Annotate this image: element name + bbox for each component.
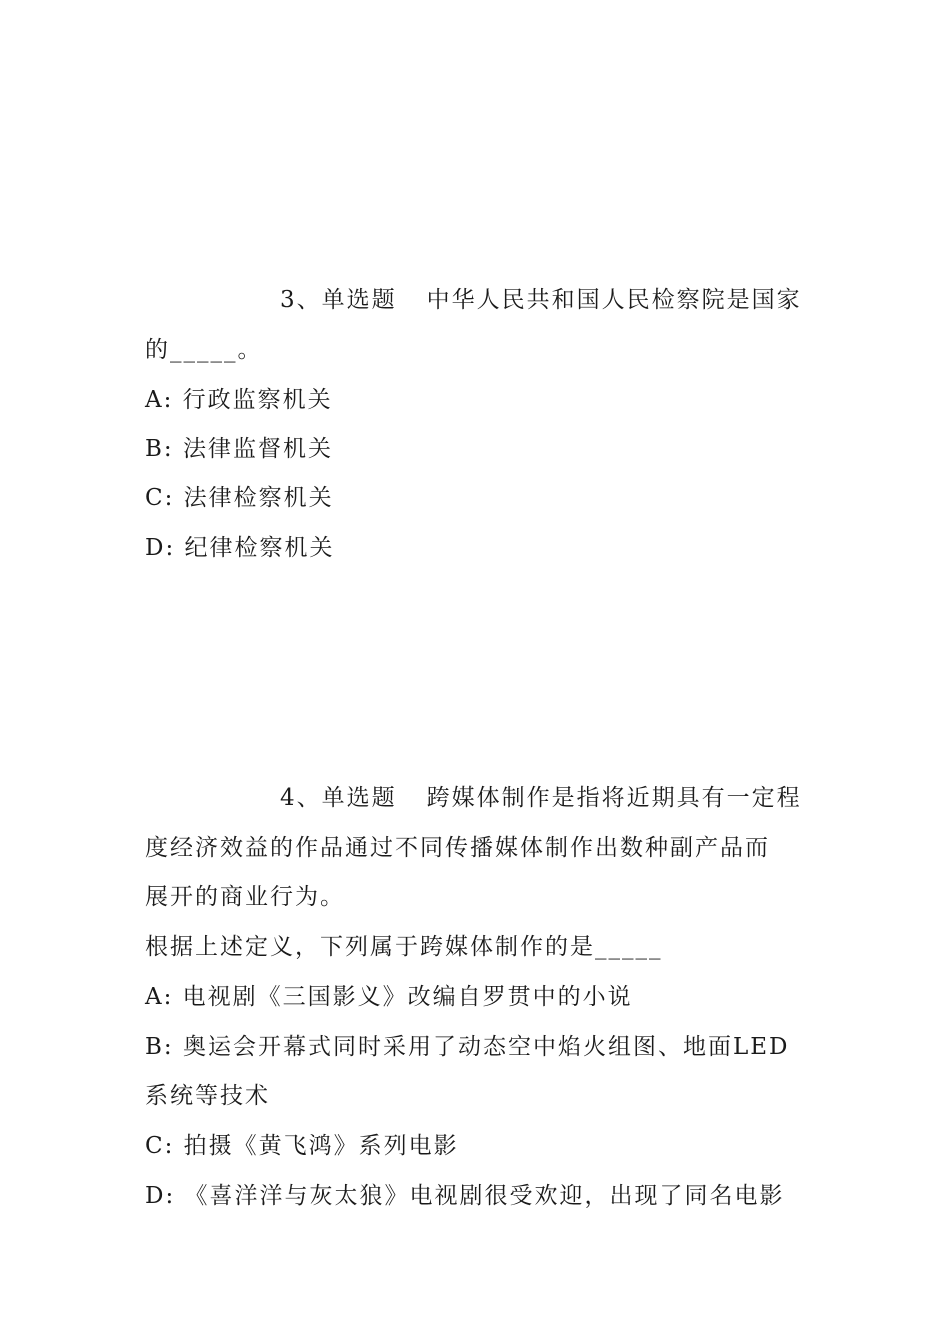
option-text: 电视剧《三国影义》改编自罗贯中的小说 <box>182 984 633 1010</box>
option-text: 法律检察机关 <box>183 485 334 511</box>
option-b <box>145 434 333 464</box>
option-c <box>145 1131 459 1161</box>
option-letter: A: <box>145 984 174 1010</box>
question-prompt: 根据上述定义，下列属于跨媒体制作的是_____ <box>145 934 663 960</box>
option-letter: D: <box>145 535 176 561</box>
option-a <box>145 385 333 415</box>
option-letter: B: <box>145 1034 174 1060</box>
option-text: 奥运会开幕式同时采用了动态空中焰火组图、地面LED <box>182 1034 790 1060</box>
option-letter: A: <box>145 387 174 413</box>
option-text: 纪律检察机关 <box>184 535 335 561</box>
option-text: 拍摄《黄飞鸿》系列电影 <box>183 1133 459 1159</box>
option-letter: C: <box>145 1133 175 1159</box>
option-letter: D: <box>145 1183 176 1209</box>
question-stem-line: 跨媒体制作是指将近期具有一定程 <box>426 785 802 811</box>
question-stem-line: 中华人民共和国人民检察院是国家 <box>426 287 802 313</box>
option-text: 法律监督机关 <box>182 436 333 462</box>
option-letter: B: <box>145 436 174 462</box>
option-d <box>145 533 335 563</box>
option-c <box>145 483 334 513</box>
question-4-header <box>280 783 802 813</box>
question-type: 单选题 <box>321 287 397 313</box>
question-stem-line: 的_____。 <box>145 337 263 363</box>
question-type: 单选题 <box>321 785 397 811</box>
option-text-continued: 系统等技术 <box>145 1083 270 1109</box>
option-text: 《喜洋洋与灰太狼》电视剧很受欢迎，出现了同名电影 <box>184 1183 785 1209</box>
question-3-header <box>280 285 802 315</box>
option-b <box>145 1032 789 1062</box>
question-number: 3、 <box>280 287 322 313</box>
option-a <box>145 982 633 1012</box>
option-text: 行政监察机关 <box>182 387 333 413</box>
question-number: 4、 <box>280 785 322 811</box>
question-stem-line: 展开的商业行为。 <box>145 884 345 910</box>
option-d <box>145 1181 785 1211</box>
option-letter: C: <box>145 485 175 511</box>
question-stem-line: 度经济效益的作品通过不同传播媒体制作出数种副产品而 <box>145 835 770 861</box>
